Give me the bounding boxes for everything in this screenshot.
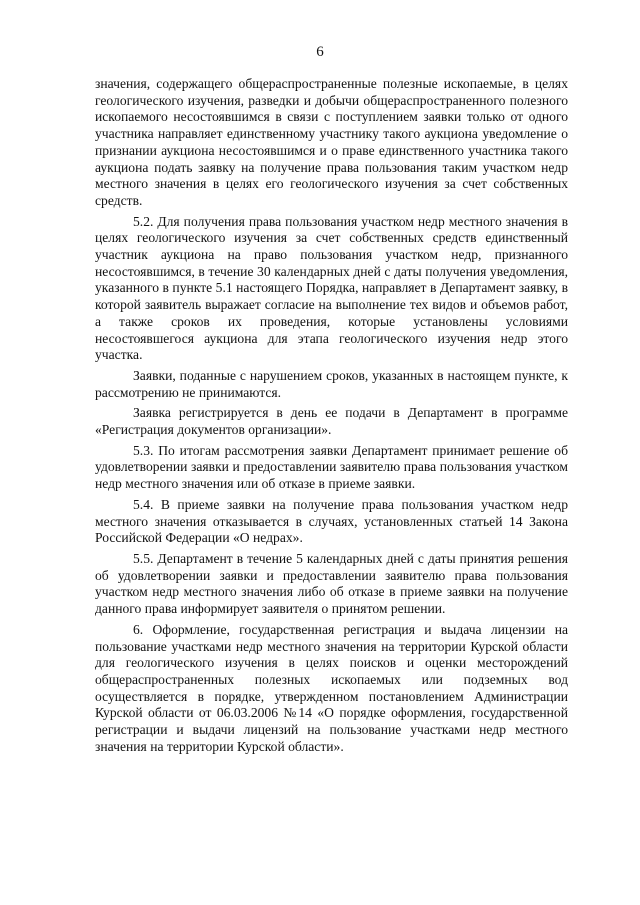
paragraph-5-2: 5.2. Для получения права пользования участком недр местного значения в целях геологического изучения за счет собственных средств единственный участник аукциона на право пользования участком недр, признанного несостоявшимся, в течение 30 календарных дней с даты получения уведомления, указанного в пункте 5.1 настоящего Порядка, направляет в Департамент заявку, в которой заявитель выражает согласие на выполнение тех видов и объемов работ, а также сроков их проведения, которые установлены условиями несостоявшегося аукциона для этапа геологического изучения недр этого участка.: [95, 213, 568, 363]
paragraph-continuation: значения, содержащего общераспространенные полезные ископаемые, в целях геологического изучения, разведки и добычи общераспространенного полезного ископаемого несостоявшимся в связи с поступлением заявки только от одного участника направляет единственному участнику такого аукциона уведомление о признании аукциона несостоявшимся и о праве единственного участника такого аукциона подать заявку на получение права пользования таким участком недр местного значения в целях его геологического изучения за счет собственных средств.: [95, 76, 568, 208]
page-number: 6: [316, 44, 324, 60]
paragraph-5-4: 5.4. В приеме заявки на получение права пользования участком недр местного значения отказывается в случаях, установленных статьей 14 Закона Российской Федерации «О недрах».: [95, 496, 568, 546]
paragraph-6: 6. Оформление, государственная регистрация и выдача лицензии на пользование участками недр местного значения на территории Курской области для геологического изучения в целях поисков и оценки месторождений общераспространенных полезных ископаемых или подземных вод осуществляется в порядке, утвержденном постановлением Администрации Курской области от 06.03.2006 №14 «О порядке оформления, государственной регистрации и выдачи лицензий на пользование участками недр местного значения на территории Курской области».: [95, 621, 568, 754]
paragraph-5-5: 5.5. Департамент в течение 5 календарных дней с даты принятия решения об удовлетворении заявки и предоставлении заявителю права пользования участком недр местного значения либо об отказе в приеме заявки на получение данного права информирует заявителя о принятом решении.: [95, 550, 568, 617]
paragraph-5-3: 5.3. По итогам рассмотрения заявки Департамент принимает решение об удовлетворении заявки и предоставлении заявителю права пользования участком недр местного значения или об отказе в приеме заявки.: [95, 442, 568, 492]
document-body: [95, 76, 568, 759]
paragraph-late-applications: Заявки, поданные с нарушением сроков, указанных в настоящем пункте, к рассмотрению не принимаются.: [95, 367, 568, 400]
paragraph-registration: Заявка регистрируется в день ее подачи в Департамент в программе «Регистрация документов организации».: [95, 405, 568, 438]
